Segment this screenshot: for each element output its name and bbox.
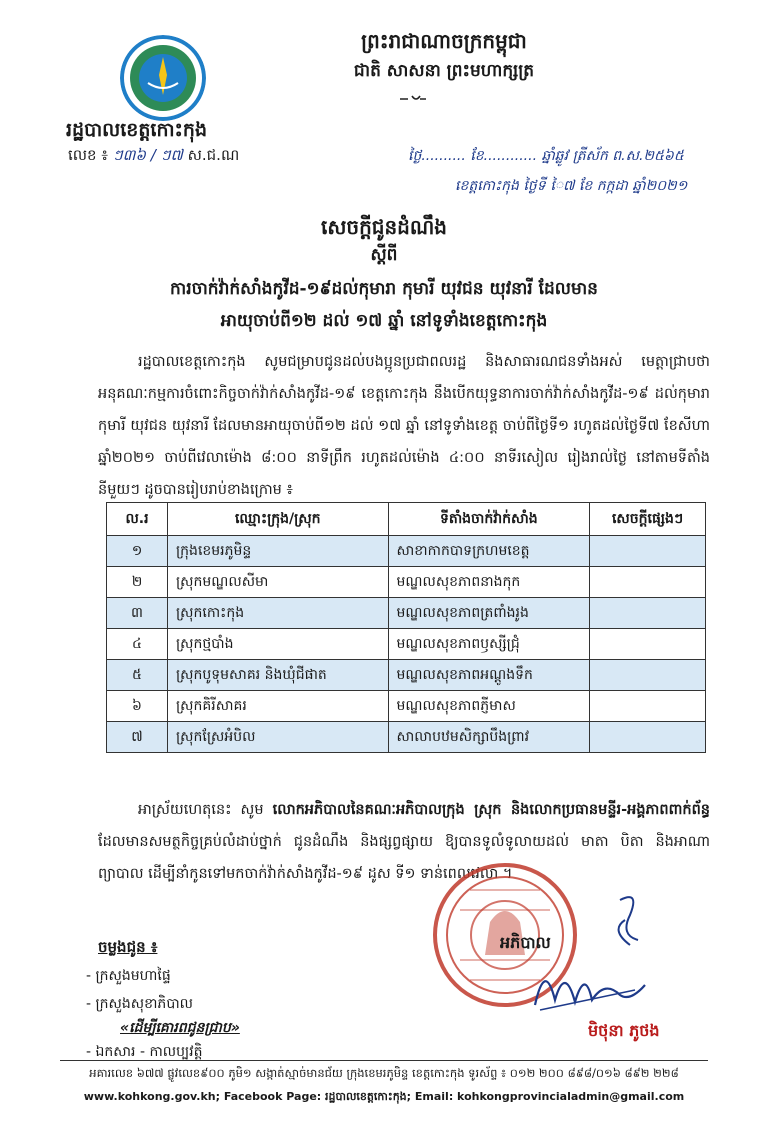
row-district: ស្រុកស្រែអំបិល [168,722,389,753]
decorative-separator-icon [398,94,428,104]
column-header-district: ឈ្មោះក្រុង/ស្រុក [168,503,389,536]
recipient-item: - ឯកសារ - កាលប្បវត្តិ [86,1044,203,1060]
table-row [107,722,706,753]
row-district: ស្រុកគិរីសាគរ [168,691,389,722]
recipient-purpose-note: «ដើម្បីគោរពជូនជ្រាប» [120,1020,240,1036]
intro-paragraph: រដ្ឋបាលខេត្តកោះកុង សូមជម្រាបជូនដល់បងប្អូនប្រជាពលរដ្ឋ និងសាធារណជនទាំងអស់ មេត្តាជ្រាបថា អនុគណៈកម្មការចំពោះកិច្ចចាក់វ៉ាក់សាំងកូវីដ-១៩ ខេត្តកោះកុង នឹងបើកយុទ្ធនាការចាក់វ៉ាក់សាំងកូវីដ-១៩ ដល់កុមារា កុមារី យុវជន យុវនារី ដែលមានអាយុចាប់ពី១២ ដល់ ១៧ ឆ្នាំ នៅទូទាំងខេត្ត ចាប់ពីថ្ងៃទី១ រហូតដល់ថ្ងៃទី៧ ខែសីហា ឆ្នាំ២០២១ ចាប់ពីវេលាម៉ោង ៨:០០ នាទីព្រឹក រហូតដល់ម៉ោង ៤:០០ នាទីរសៀល រៀងរាល់ថ្ងៃ នៅតាមទីតាំងនីមួយៗ ដូចបានរៀបរាប់ខាងក្រោម ៖ [98,354,710,498]
table-header-row [107,503,706,536]
row-note [590,629,706,660]
row-site: មណ្ឌលសុខភាពត្រពាំងរូង [388,598,590,629]
row-note [590,598,706,629]
table-row [107,567,706,598]
table-row [107,691,706,722]
issuing-authority: រដ្ឋបាលខេត្តកោះកុង [66,119,208,141]
row-district: ក្រុងខេមរភូមិន្ទ [168,536,389,567]
table-row [107,536,706,567]
document-subject-label: ស្តីពី [370,245,398,265]
recipient-item: - ក្រសួងមហាផ្ទៃ [86,968,171,984]
row-note [590,722,706,753]
national-motto: ជាតិ សាសនា ព្រះមហាក្សត្រ [353,61,535,81]
footer-divider [60,1060,708,1061]
row-site: មណ្ឌលសុខភាពនាងកុក [388,567,590,598]
row-site: មណ្ឌលសុខភាពឫស្សីជ្រុំ [388,629,590,660]
signatory-title: អភិបាល [500,933,551,952]
vaccination-sites-table [106,502,706,753]
table-row [107,598,706,629]
row-number: ៤ [107,629,168,660]
ref-number-handwritten: ៗ៣៦ / ៗ៧ [112,146,183,164]
closing-paragraph [98,794,710,890]
row-site: មណ្ឌលសុខភាពភ្ញីមាស [388,691,590,722]
column-header-notes: សេចក្តីផ្សេងៗ [590,503,706,536]
row-note [590,660,706,691]
reference-number [68,146,239,168]
signatory-name: មិថុនា ភូថង [588,1021,660,1040]
closing-text-addressees: លោកអភិបាលនៃគណៈអភិបាលក្រុង ស្រុក និងលោកប្រធានមន្ទីរ-អង្គភាពពាក់ព័ន្ធ [272,802,710,818]
ref-prefix: លេខ ៖ [68,146,108,164]
document-subject-line1: ការចាក់វ៉ាក់សាំងកូវីដ-១៩ដល់កុមារា កុមារី យុវជន យុវនារី ដែលមាន [170,279,598,299]
row-number: ១ [107,536,168,567]
column-header-number: ល.រ [107,503,168,536]
row-note [590,567,706,598]
document-title: សេចក្តីជូនដំណឹង [321,215,447,239]
ref-suffix: ស.ជ.ណ [187,146,240,164]
row-district: ស្រុកថ្មបាំង [168,629,389,660]
closing-text-end: ដែលមានសមត្ថកិច្ចគ្រប់លំដាប់ថ្នាក់ ជូនដំណឹង និងផ្សព្វផ្សាយ ឱ្យបានទូលំទូលាយដល់ មាតា បិតា និងអាណាព្យាបាល ដើម្បីនាំកូនទៅមកចាក់វ៉ាក់សាំងកូវីដ-១៩ ដូស ទី១ ទាន់ពេលវេលា ។ [98,834,710,882]
lunar-date: ថ្ងៃ.......... ខែ............ ឆ្នាំឆ្លូវ ត្រីស័ក ព.ស.២៥៦៥ [408,148,684,164]
row-site: មណ្ឌលសុខភាពអណ្តូងទឹក [388,660,590,691]
row-district: ស្រុកមណ្ឌលសីមា [168,567,389,598]
row-number: ២ [107,567,168,598]
kingdom-title: ព្រះរាជាណាចក្រកម្ពុជា [361,29,527,53]
recipients-title: ចម្លងជូន ៖ [98,938,158,956]
document-subject-line2: អាយុចាប់ពី១២ ដល់ ១៧ ឆ្នាំ នៅទូទាំងខេត្តកោះកុង [220,311,548,331]
row-site: សាលាបឋមសិក្សាបឹងព្រាវ [388,722,590,753]
row-note [590,536,706,567]
column-header-site: ទីតាំងចាក់វ៉ាក់សាំង [388,503,590,536]
closing-text-start: អាស្រ័យហេតុនេះ សូម [138,802,273,818]
table-row [107,660,706,691]
row-number: ៣ [107,598,168,629]
row-note [590,691,706,722]
footer-contact: www.kohkong.gov.kh; Facebook Page: រដ្ឋបាលខេត្តកោះកុង; Email: kohkongprovincialadmin@gmail.com [83,1090,685,1103]
recipient-item: - ក្រសួងសុខាភិបាល [86,996,193,1012]
solar-date: ខេត្តកោះកុង ថ្ងៃទី ៃ៧ ខែ កក្កដា ឆ្នាំ២០២១ [455,178,688,194]
row-district: ស្រុកបូទុមសាគរ និងឃុំជីផាត [168,660,389,691]
row-number: ៥ [107,660,168,691]
row-site: សាខាកាកបាទក្រហមខេត្ត [388,536,590,567]
governor-signature [530,940,650,1020]
row-number: ៧ [107,722,168,753]
row-number: ៦ [107,691,168,722]
footer-address: អគារលេខ ៦៧៧ ផ្លូវលេខ៩០០ ភូមិ១ សង្កាត់ស្មាច់មានជ័យ ក្រុងខេមរភូមិន្ទ ខេត្តកោះកុង ទូរស័ព្ទ ៖ ០១២ ២០០ ៨៩៨/០១៦ ៨៩២ ២២៨ [89,1066,679,1080]
table-row [107,629,706,660]
row-district: ស្រុកកោះកុង [168,598,389,629]
